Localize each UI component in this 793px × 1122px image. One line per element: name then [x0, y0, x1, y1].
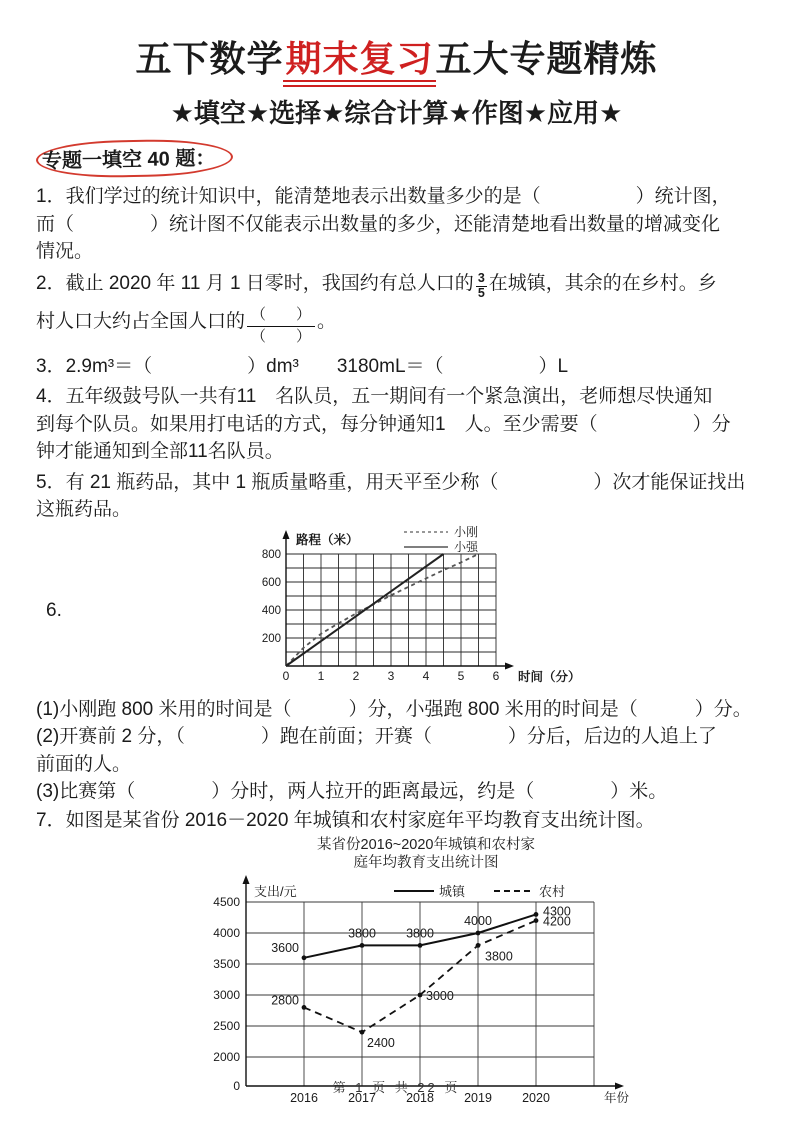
question-3 [36, 353, 757, 381]
svg-text:2000: 2000 [213, 1050, 240, 1065]
svg-text:2016: 2016 [290, 1091, 318, 1106]
question-line: (1)小刚跑 800 米用的时间是（ ）分，小强跑 800 米用的时间是（ ）分。 [36, 698, 752, 720]
svg-text:2800: 2800 [271, 993, 299, 1008]
education-expense-chart-block [36, 836, 757, 1110]
question-line: 钟才能通知到全部11名队员。 [36, 441, 284, 463]
svg-text:3500: 3500 [213, 957, 240, 972]
svg-text:3800: 3800 [348, 926, 376, 941]
question-7 [36, 807, 757, 835]
svg-text:3800: 3800 [485, 949, 513, 964]
svg-text:农村: 农村 [539, 884, 566, 900]
question-line: 这瓶药品。 [36, 499, 132, 521]
svg-text:支出/元: 支出/元 [254, 884, 297, 900]
svg-text:4000: 4000 [464, 914, 492, 929]
question-6-number: 6. [46, 599, 62, 621]
svg-text:4500: 4500 [213, 895, 240, 910]
svg-text:城镇: 城镇 [439, 884, 466, 900]
question-line: 2．截止 2020 年 11 月 1 日零时，我国约有总人口的 $\frac{3}{5}$ 在城镇，其余的在乡村。乡 [36, 270, 717, 300]
question-line: 前面的人。 [36, 753, 132, 775]
svg-text:3800: 3800 [406, 926, 434, 941]
education-expense-chart [206, 872, 656, 1110]
svg-text:2018: 2018 [406, 1091, 434, 1106]
question-line: 7．如图是某省份 2016－2020 年城镇和农村家庭年平均教育支出统计图。 [36, 809, 655, 831]
svg-text:800: 800 [261, 548, 281, 561]
svg-text:0: 0 [282, 668, 290, 683]
svg-text:2500: 2500 [213, 1019, 240, 1034]
question-6-subs [36, 696, 757, 806]
page-title [36, 36, 757, 87]
svg-text:小刚: 小刚 [454, 524, 479, 539]
svg-text:2017: 2017 [348, 1091, 376, 1106]
chart2-title: 某省份2016~2020年城镇和农村家 庭年均教育支出统计图 [317, 837, 535, 872]
svg-text:2: 2 [352, 668, 360, 683]
svg-text:时间（分）: 时间（分） [518, 669, 581, 684]
question-2 [36, 270, 757, 347]
question-line: 到每个队员。如果用打电话的方式，每分钟通知1 人。至少需要（ ）分 [36, 413, 731, 435]
question-line: 而（ ）统计图不仅能表示出数量的多少，还能清楚地看出数量的增减变化 [36, 213, 721, 235]
question-line: 情况。 [36, 241, 94, 262]
svg-text:4300: 4300 [543, 904, 571, 919]
question-5 [36, 469, 757, 524]
svg-text:路程（米）: 路程（米） [296, 532, 359, 547]
subtitle: ★填空★选择★综合计算★作图★应用★ [170, 98, 623, 128]
title-part-left: 五下数学 [135, 38, 284, 79]
question-line: 4．五年级鼓号队一共有11 名队员，五一期间有一个紧急演出，老师想尽快通知 [36, 386, 713, 408]
svg-text:0: 0 [233, 1079, 240, 1094]
svg-text:2020: 2020 [522, 1091, 550, 1106]
question-line: (3)比赛第（ ）分时，两人拉开的距离最远，约是（ ）米。 [36, 781, 668, 803]
svg-text:200: 200 [261, 632, 281, 645]
question-line: 1．我们学过的统计知识中，能清楚地表示出数量多少的是（ ）统计图， [36, 186, 731, 207]
question-1 [36, 183, 757, 266]
question-line: 3．2.9m³＝（ ）dm³ 3180mL＝（ ）L [36, 355, 569, 377]
svg-text:1: 1 [317, 668, 325, 683]
section-header [36, 140, 757, 177]
svg-text:2400: 2400 [367, 1036, 395, 1051]
question-line: 村人口大约占全国人口的 $\frac{( )}{( )}$ 。 [36, 306, 337, 345]
title-part-highlight: 期末复习 [283, 39, 435, 87]
svg-text:4: 4 [422, 668, 430, 683]
svg-text:400: 400 [261, 604, 281, 617]
question-line: (2)开赛前 2 分，（ ）跑在前面；开赛（ ）分后，后边的人追上了 [36, 726, 717, 748]
svg-text:2019: 2019 [464, 1091, 492, 1106]
svg-text:4200: 4200 [543, 914, 571, 929]
svg-text:小强: 小强 [454, 539, 479, 554]
fraction-three-fifths: $\frac{3}{5}$ [477, 270, 485, 300]
question-6 [36, 524, 757, 696]
svg-text:3: 3 [387, 668, 395, 683]
svg-text:5: 5 [457, 668, 465, 683]
svg-text:3000: 3000 [426, 989, 454, 1004]
section-header-oval: 专题一填空 40 题： [36, 138, 234, 178]
svg-text:3600: 3600 [271, 941, 299, 956]
svg-text:600: 600 [261, 576, 281, 589]
svg-text:年份: 年份 [604, 1091, 630, 1106]
svg-text:4000: 4000 [213, 926, 240, 941]
question-line: 5．有 21 瓶药品，其中 1 瓶质量略重，用天平至少称（ ）次才能保证找出 [36, 471, 746, 493]
distance-time-chart [246, 524, 598, 694]
page-footer: 第 1 页 共 22 页 [332, 1080, 461, 1095]
svg-text:3000: 3000 [213, 988, 240, 1003]
blank-fraction: $\frac{( )}{( )}$ [247, 306, 315, 347]
title-part-right: 五大专题精炼 [435, 38, 658, 79]
question-4 [36, 383, 757, 466]
svg-text:6: 6 [492, 668, 500, 683]
